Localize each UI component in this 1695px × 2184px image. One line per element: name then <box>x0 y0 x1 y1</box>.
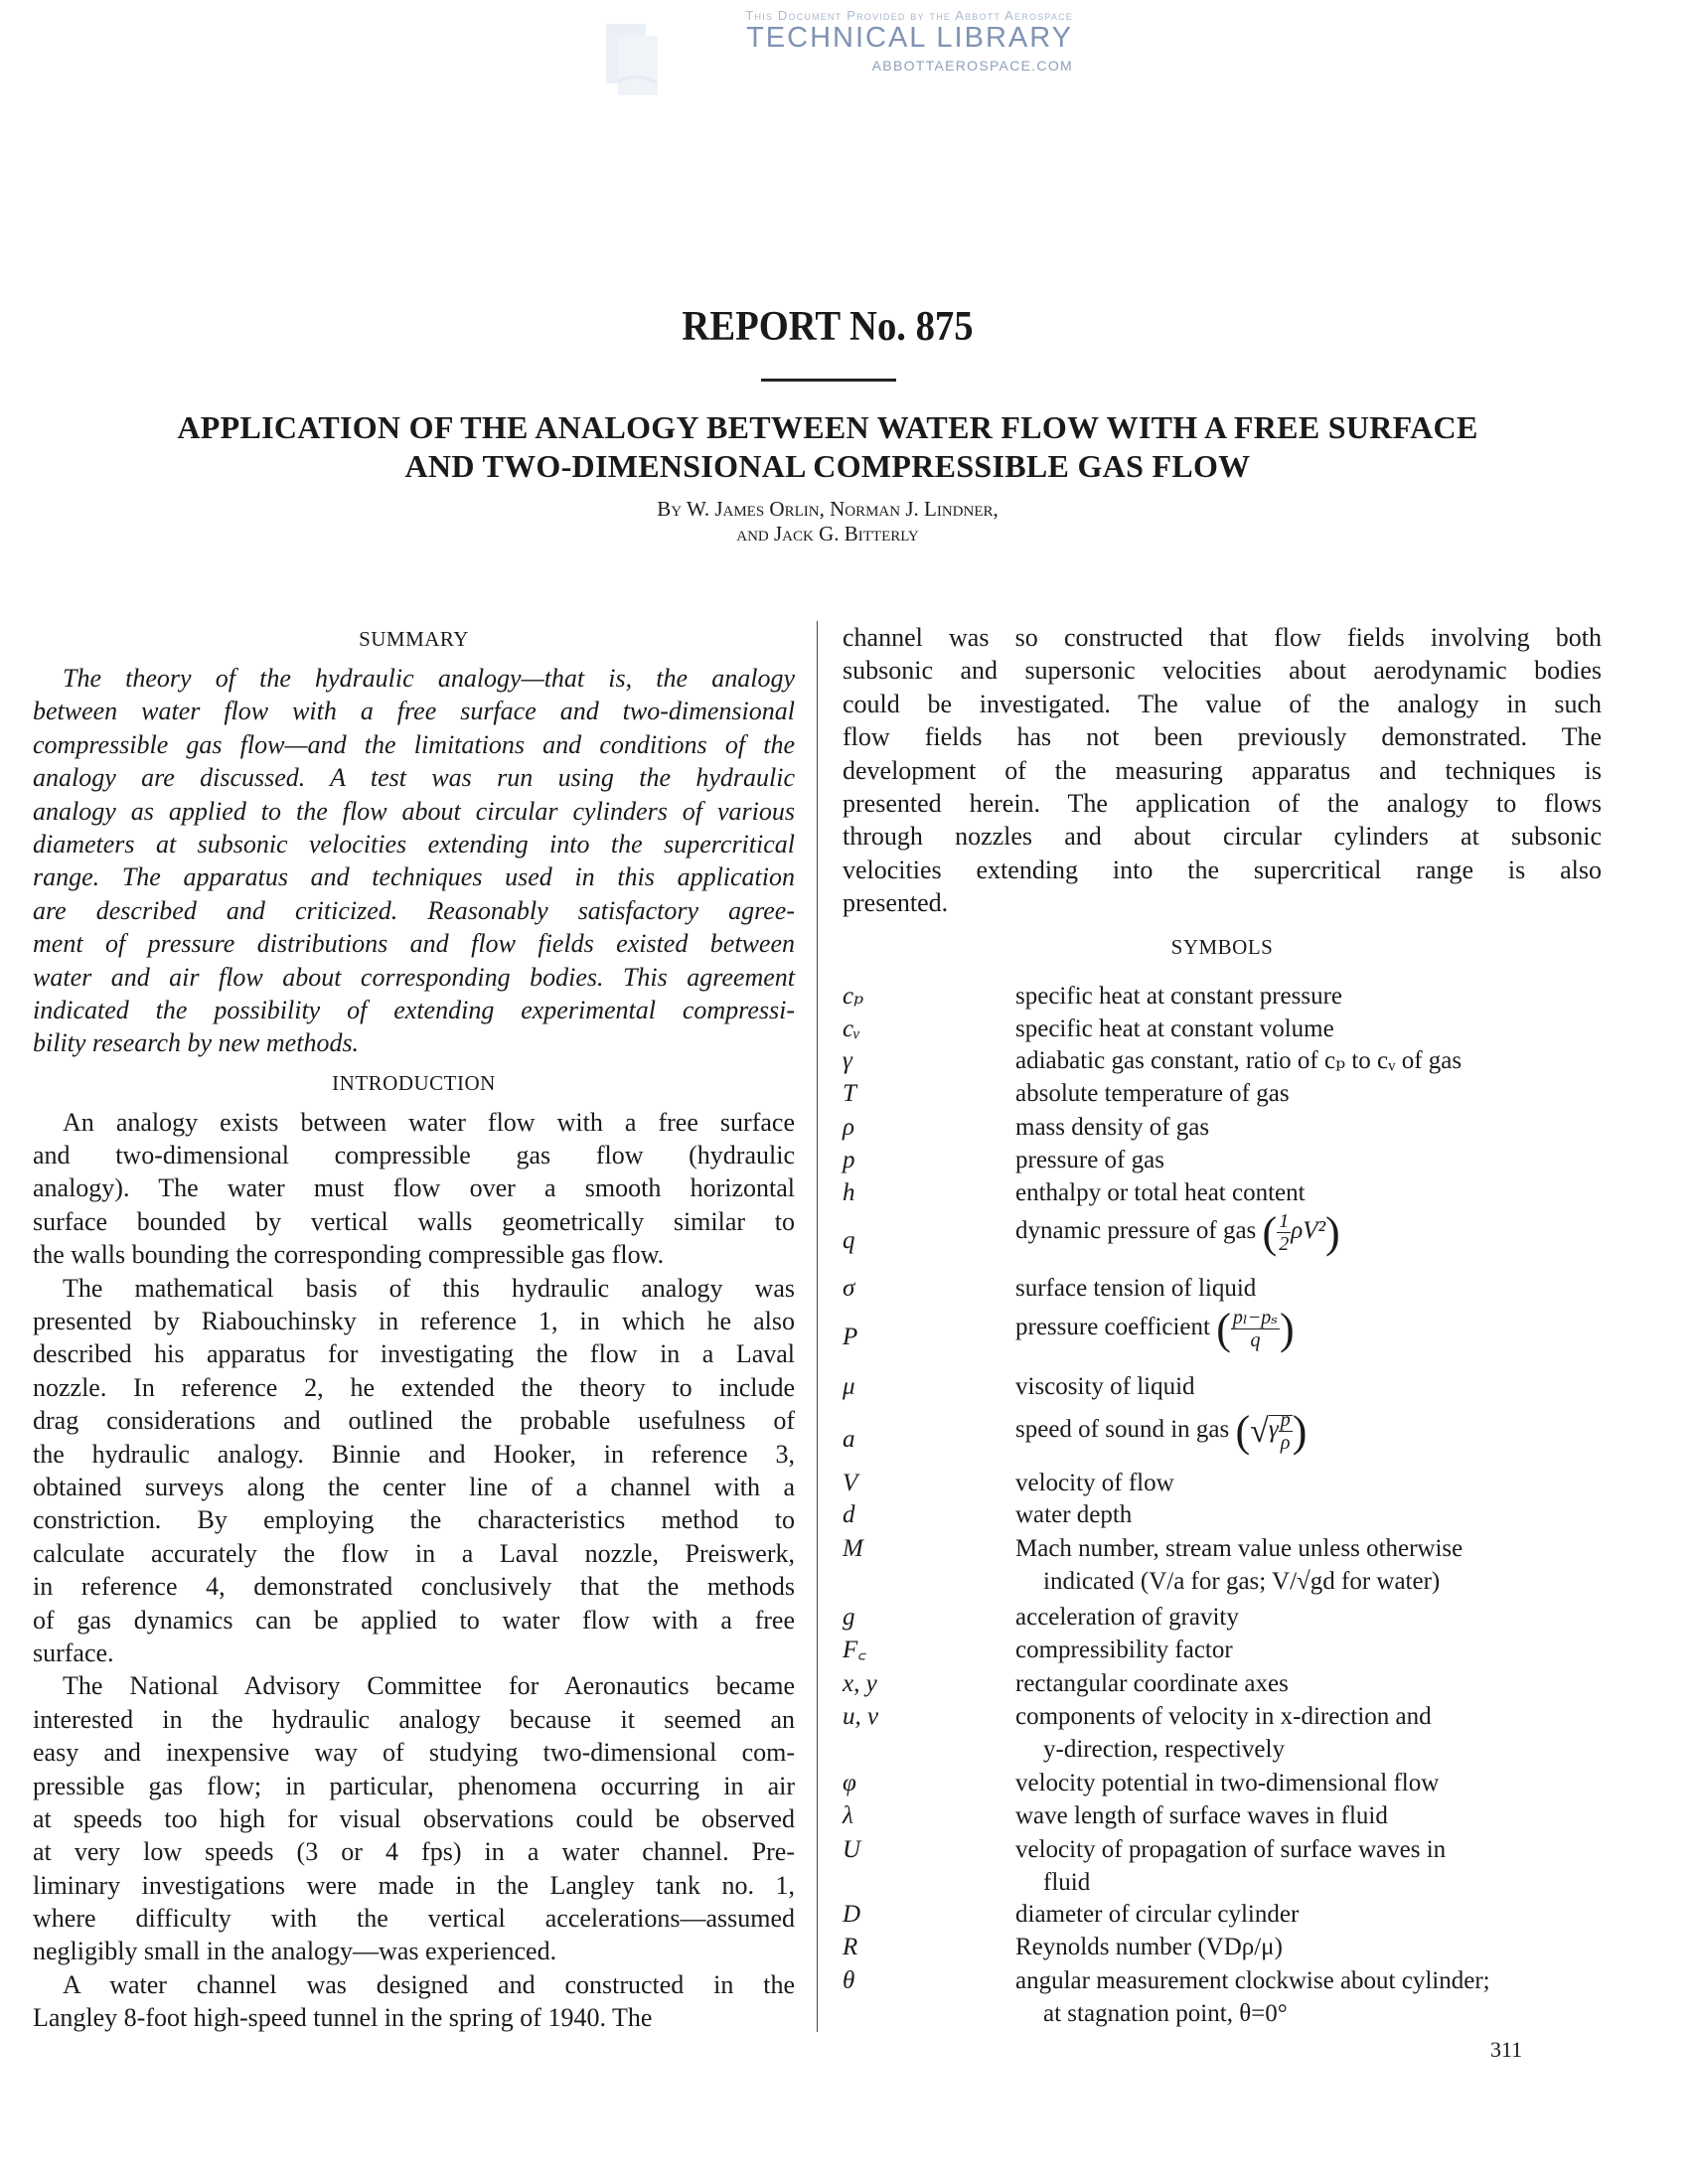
fraction-numerator: p <box>1280 1409 1291 1431</box>
symbol-description <box>1015 1409 1602 1454</box>
paragraph <box>33 1669 795 1968</box>
authors-line-1: By W. James Orlin, Norman J. Lindner, <box>657 497 999 521</box>
formula-paren: ( <box>1262 1208 1278 1257</box>
symbol: R <box>843 1934 858 1960</box>
symbol-description <box>1015 1931 1602 1963</box>
symbol-description <box>1015 1077 1602 1110</box>
text-line: presented by Riabouchinsky in reference 1, in which he also <box>33 1307 795 1336</box>
description-text: compressibility factor <box>1015 1637 1233 1663</box>
symbol-description <box>1015 1532 1602 1598</box>
symbol-description <box>1015 1964 1602 2030</box>
description-text: pressure of gas <box>1015 1147 1164 1173</box>
symbol: h <box>843 1179 855 1206</box>
symbol-description <box>1015 1833 1602 1899</box>
symbol: q <box>843 1227 855 1254</box>
text-line: subsonic and supersonic velocities about aerodynamic bodies <box>843 656 1602 686</box>
text-line: constriction. By employing the characteristics method to <box>33 1505 795 1535</box>
text-line: analogy). The water must flow over a smooth horizontal <box>33 1173 795 1203</box>
symbol-description <box>1015 1498 1602 1531</box>
description-text: enthalpy or total heat content <box>1015 1179 1306 1206</box>
watermark-url: ABBOTTAEROSPACE.COM <box>871 58 1073 74</box>
paper-title-line-1: APPLICATION OF THE ANALOGY BETWEEN WATER FLOW WITH A FREE SURFACE <box>177 409 1478 445</box>
text-line: at speeds too high for visual observations could be observed <box>33 1803 795 1833</box>
symbol-description <box>1015 980 1602 1013</box>
text-line: range. The apparatus and techniques used in this application <box>33 862 795 892</box>
symbol: T <box>843 1080 856 1107</box>
description-text: speed of sound in gas <box>1015 1416 1230 1444</box>
paragraph <box>33 1968 795 2035</box>
symbol: θ <box>843 1967 855 1994</box>
symbol-description <box>1015 1307 1602 1351</box>
text-line: compressible gas flow—and the limitations and conditions of the <box>33 729 795 759</box>
formula-term: γ <box>1268 1416 1279 1444</box>
description-continuation: fluid <box>1043 1869 1091 1896</box>
description-text: viscosity of liquid <box>1015 1373 1195 1400</box>
right-column <box>843 621 1602 920</box>
sqrt-body <box>1268 1409 1293 1454</box>
description-text: Reynolds number (VDρ/μ) <box>1015 1934 1283 1960</box>
text-line: in reference 4, demonstrated conclusively that the methods <box>33 1572 795 1602</box>
description-text: dynamic pressure of gas <box>1015 1217 1257 1245</box>
symbol-description <box>1015 1210 1602 1255</box>
fraction-numerator: 1 <box>1279 1210 1290 1232</box>
symbol-description <box>1015 1700 1602 1766</box>
text-line: through nozzles and about circular cylinders at subsonic <box>843 822 1602 852</box>
description-text: Mach number, stream value unless otherwise <box>1015 1535 1464 1562</box>
fraction-denominator: 2 <box>1279 1233 1290 1255</box>
symbol-description <box>1015 1176 1602 1209</box>
symbol-description <box>1015 1111 1602 1144</box>
symbol: F꜀ <box>843 1637 866 1663</box>
fraction-numerator: pₗ−pₛ <box>1232 1307 1278 1328</box>
symbol: D <box>843 1901 861 1928</box>
text-line: liminary investigations were made in the Langley tank no. 1, <box>33 1870 795 1900</box>
text-line: A water channel was designed and constructed in the <box>63 1969 795 1999</box>
symbol: g <box>843 1604 855 1631</box>
symbol-description <box>1015 1601 1602 1634</box>
text-line: drag considerations and outlined the probable usefulness of <box>33 1406 795 1436</box>
text-line: analogy are discussed. A test was run using the hydraulic <box>33 763 795 793</box>
paragraph <box>33 1106 795 1272</box>
formula-paren: ) <box>1292 1407 1308 1456</box>
text-line: velocities extending into the supercritical range is also <box>843 855 1602 884</box>
description-text: pressure coefficient <box>1015 1314 1210 1341</box>
symbol: λ <box>843 1802 853 1829</box>
symbol-description <box>1015 1799 1602 1832</box>
report-number: REPORT No. 875 <box>682 304 974 350</box>
symbol: U <box>843 1836 861 1863</box>
symbol: M <box>843 1535 863 1562</box>
left-column <box>33 616 795 2035</box>
text-line: pressible gas flow; in particular, phenomena occurring in air <box>33 1771 795 1800</box>
text-line: are described and criticized. Reasonably satisfactory agree- <box>33 895 795 925</box>
text-line: diameters at subsonic velocities extending into the supercritical <box>33 829 795 858</box>
text-line: water and air flow about corresponding bodies. This agreement <box>33 962 795 992</box>
text-line: negligibly small in the analogy—was experienced. <box>33 1937 557 1966</box>
text-line: calculate accurately the flow in a Laval nozzle, Preiswerk, <box>33 1538 795 1568</box>
symbol-description <box>1015 1370 1602 1403</box>
text-line: channel was so constructed that flow fields involving both <box>843 623 1602 652</box>
text-line: and two-dimensional compressible gas flow (hydraulic <box>33 1141 795 1170</box>
text-line: between water flow with a free surface and two-dimensional <box>33 697 795 726</box>
text-line: An analogy exists between water flow with a free surface <box>63 1107 795 1137</box>
fraction-denominator: q <box>1250 1329 1261 1351</box>
fraction <box>1279 1409 1293 1454</box>
description-text: velocity potential in two-dimensional flow <box>1015 1770 1440 1796</box>
text-line: The National Advisory Committee for Aeronautics became <box>63 1671 795 1701</box>
description-text: velocity of flow <box>1015 1470 1174 1496</box>
text-line: described his apparatus for investigating the flow in a Laval <box>33 1339 795 1369</box>
text-line: The mathematical basis of this hydraulic analogy was <box>63 1273 795 1303</box>
symbol: u, v <box>843 1703 879 1730</box>
formula-paren: ) <box>1324 1208 1340 1257</box>
text-line: easy and inexpensive way of studying two-dimensional com- <box>33 1738 795 1768</box>
text-line: presented herein. The application of the analogy to flows <box>843 788 1602 818</box>
text-line: The theory of the hydraulic analogy—that is, the analogy <box>63 664 795 693</box>
symbol-description <box>1015 1272 1602 1305</box>
description-text: components of velocity in x-direction and <box>1015 1703 1432 1730</box>
description-continuation: indicated (V/a for gas; V/√gd for water) <box>1043 1568 1441 1595</box>
watermark-provided-by: This Document Provided by the Abbott Aerospace <box>745 8 1073 23</box>
formula-paren: ) <box>1279 1305 1295 1353</box>
fraction-denominator: ρ <box>1280 1432 1291 1454</box>
text-line: interested in the hydraulic analogy because it seemed an <box>33 1704 795 1734</box>
fraction <box>1231 1307 1280 1351</box>
text-line: analogy as applied to the flow about circular cylinders of various <box>33 796 795 826</box>
text-line: of gas dynamics can be applied to water flow with a free <box>33 1605 795 1635</box>
description-text: specific heat at constant volume <box>1015 1015 1334 1042</box>
sqrt-icon: √ <box>1250 1413 1269 1450</box>
description-text: angular measurement clockwise about cylinder; <box>1015 1967 1490 1994</box>
symbol-description <box>1015 1767 1602 1799</box>
symbol: cₚ <box>843 983 864 1010</box>
text-line: nozzle. In reference 2, he extended the theory to include <box>33 1372 795 1402</box>
text-line: ment of pressure distributions and flow fields existed between <box>33 929 795 959</box>
fraction <box>1277 1210 1291 1255</box>
symbol: ρ <box>843 1114 854 1141</box>
continued-introduction-text <box>843 621 1602 920</box>
symbol-description <box>1015 1013 1602 1045</box>
formula-paren: ( <box>1235 1407 1251 1456</box>
introduction-heading: INTRODUCTION <box>332 1070 496 1095</box>
text-line: indicated the possibility of extending experimental compressi- <box>33 995 795 1024</box>
text-line: surface. <box>33 1638 114 1667</box>
symbol: d <box>843 1501 855 1528</box>
text-line: the walls bounding the corresponding compressible gas flow. <box>33 1240 665 1270</box>
symbol: V <box>843 1470 858 1496</box>
symbol: φ <box>843 1770 856 1796</box>
symbol: μ <box>843 1373 855 1400</box>
authors-line-2: and Jack G. Bitterly <box>736 522 919 546</box>
text-line: presented. <box>843 888 949 918</box>
symbol: γ <box>843 1047 852 1074</box>
description-continuation: y-direction, respectively <box>1043 1736 1285 1763</box>
introduction-text <box>33 1106 795 2035</box>
symbols-heading: SYMBOLS <box>1170 935 1274 959</box>
text-line: the hydraulic analogy. Binnie and Hooker, in reference 3, <box>33 1439 795 1469</box>
symbol-description <box>1015 1667 1602 1700</box>
text-line: obtained surveys along the center line of a channel with a <box>33 1472 795 1501</box>
text-line: surface bounded by vertical walls geometrically similar to <box>33 1206 795 1236</box>
symbol-description <box>1015 1634 1602 1666</box>
symbol: a <box>843 1426 855 1453</box>
symbol: p <box>843 1147 855 1173</box>
formula-paren: ( <box>1216 1305 1231 1353</box>
description-text: wave length of surface waves in fluid <box>1015 1802 1388 1829</box>
description-text: absolute temperature of gas <box>1015 1080 1290 1107</box>
text-line: bility research by new methods. <box>33 1028 360 1058</box>
symbol-description <box>1015 1144 1602 1176</box>
symbol: cᵥ <box>843 1015 861 1042</box>
description-text: adiabatic gas constant, ratio of cₚ to cᵥ of gas <box>1015 1047 1463 1074</box>
symbol-description <box>1015 1898 1602 1931</box>
summary-heading: SUMMARY <box>359 627 469 651</box>
abbott-technical-library-watermark <box>596 4 1083 113</box>
description-text: diameter of circular cylinder <box>1015 1901 1300 1928</box>
description-text: velocity of propagation of surface waves in <box>1015 1836 1447 1863</box>
page-number: 311 <box>1490 2037 1523 2062</box>
title-rule <box>761 379 896 382</box>
symbol: x, y <box>843 1670 877 1697</box>
symbol-description <box>1015 1044 1602 1077</box>
description-continuation: at stagnation point, θ=0° <box>1043 2000 1288 2027</box>
formula-term: ρV² <box>1291 1217 1325 1245</box>
description-text: mass density of gas <box>1015 1114 1210 1141</box>
paragraph <box>33 1272 795 1670</box>
text-line: at very low speeds (3 or 4 fps) in a water channel. Pre- <box>33 1837 795 1867</box>
summary-text <box>33 662 795 1060</box>
description-text: acceleration of gravity <box>1015 1604 1239 1631</box>
symbol: P <box>843 1324 858 1350</box>
column-divider <box>817 621 818 2032</box>
text-line: development of the measuring apparatus and techniques is <box>843 755 1602 785</box>
symbol: σ <box>843 1275 855 1302</box>
description-text: specific heat at constant pressure <box>1015 983 1343 1010</box>
text-line: where difficulty with the vertical accelerations—assumed <box>33 1904 795 1934</box>
description-text: rectangular coordinate axes <box>1015 1670 1289 1697</box>
description-text: surface tension of liquid <box>1015 1275 1257 1302</box>
text-line: flow fields has not been previously demonstrated. The <box>843 722 1602 752</box>
description-text: water depth <box>1015 1501 1133 1528</box>
watermark-technical-library: TECHNICAL LIBRARY <box>746 22 1073 54</box>
text-line: Langley 8-foot high-speed tunnel in the spring of 1940. The <box>33 2003 653 2033</box>
paper-title-line-2: AND TWO-DIMENSIONAL COMPRESSIBLE GAS FLOW <box>404 448 1251 484</box>
text-line: could be investigated. The value of the analogy in such <box>843 689 1602 718</box>
symbol-description <box>1015 1467 1602 1499</box>
